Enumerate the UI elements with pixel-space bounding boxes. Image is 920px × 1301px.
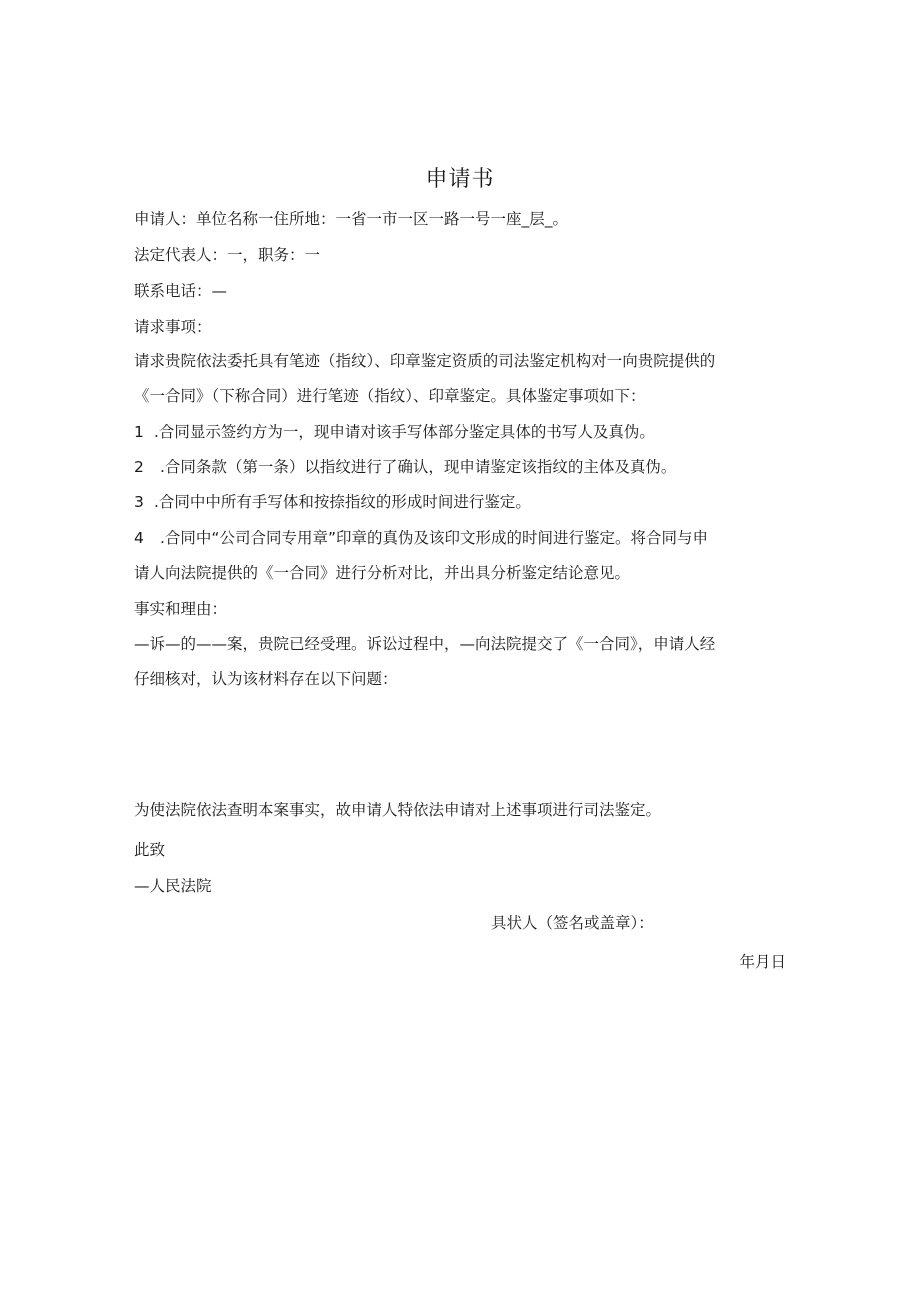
request-item-4-continued: 请人向法院提供的《一合同》进行分析对比，并出具分析鉴定结论意见。 bbox=[134, 564, 631, 582]
date-line: 年月日 bbox=[739, 953, 786, 971]
item-text: .合同中“公司合同专用章”印章的真伪及该印文形成的时间进行鉴定。将合同与申 bbox=[160, 529, 708, 547]
signature-line: 具状人（签名或盖章）： bbox=[491, 914, 654, 932]
legal-representative-line: 法定代表人：一，职务：一 bbox=[134, 246, 321, 264]
request-item-2 bbox=[134, 455, 676, 479]
closing-statement: 为使法院依法查明本案事实，故申请人特依法申请对上述事项进行司法鉴定。 bbox=[134, 801, 662, 819]
request-intro-line-2: 《一合同》（下称合同）进行笔迹（指纹）、印章鉴定。具体鉴定事项如下： bbox=[134, 387, 646, 405]
request-item-1 bbox=[134, 420, 655, 444]
request-intro-line-1: 请求贵院依法委托具有笔迹（指纹）、印章鉴定资质的司法鉴定机构对一向贵院提供的 bbox=[134, 352, 716, 370]
facts-line-1: —诉—的——案，贵院已经受理。诉讼过程中，—向法院提交了《一合同》，申请人经 bbox=[134, 635, 716, 653]
applicant-line: 申请人：单位名称一住所地：一省一市一区一路一号一座_层_。 bbox=[134, 210, 569, 228]
item-number: 2 bbox=[134, 458, 144, 476]
item-number: 1 bbox=[134, 423, 144, 441]
salutation: 此致 bbox=[134, 841, 166, 859]
item-number: 4 bbox=[134, 529, 144, 547]
item-text: .合同显示签约方为一，现申请对该手写体部分鉴定具体的书写人及真伪。 bbox=[154, 423, 655, 441]
item-text: .合同中中所有手写体和按捺指纹的形成时间进行鉴定。 bbox=[154, 493, 531, 511]
request-item-4 bbox=[134, 526, 708, 550]
item-number: 3 bbox=[134, 493, 144, 511]
request-heading: 请求事项： bbox=[134, 318, 212, 336]
facts-heading: 事实和理由： bbox=[134, 600, 228, 618]
facts-line-2: 仔细核对，认为该材料存在以下问题： bbox=[134, 670, 398, 688]
court-name: —人民法院 bbox=[134, 877, 212, 895]
request-item-3 bbox=[134, 490, 531, 514]
item-text: .合同条款（第一条）以指纹进行了确认，现申请鉴定该指纹的主体及真伪。 bbox=[160, 458, 677, 476]
phone-line: 联系电话：— bbox=[134, 282, 228, 300]
document-title: 申请书 bbox=[425, 167, 495, 192]
